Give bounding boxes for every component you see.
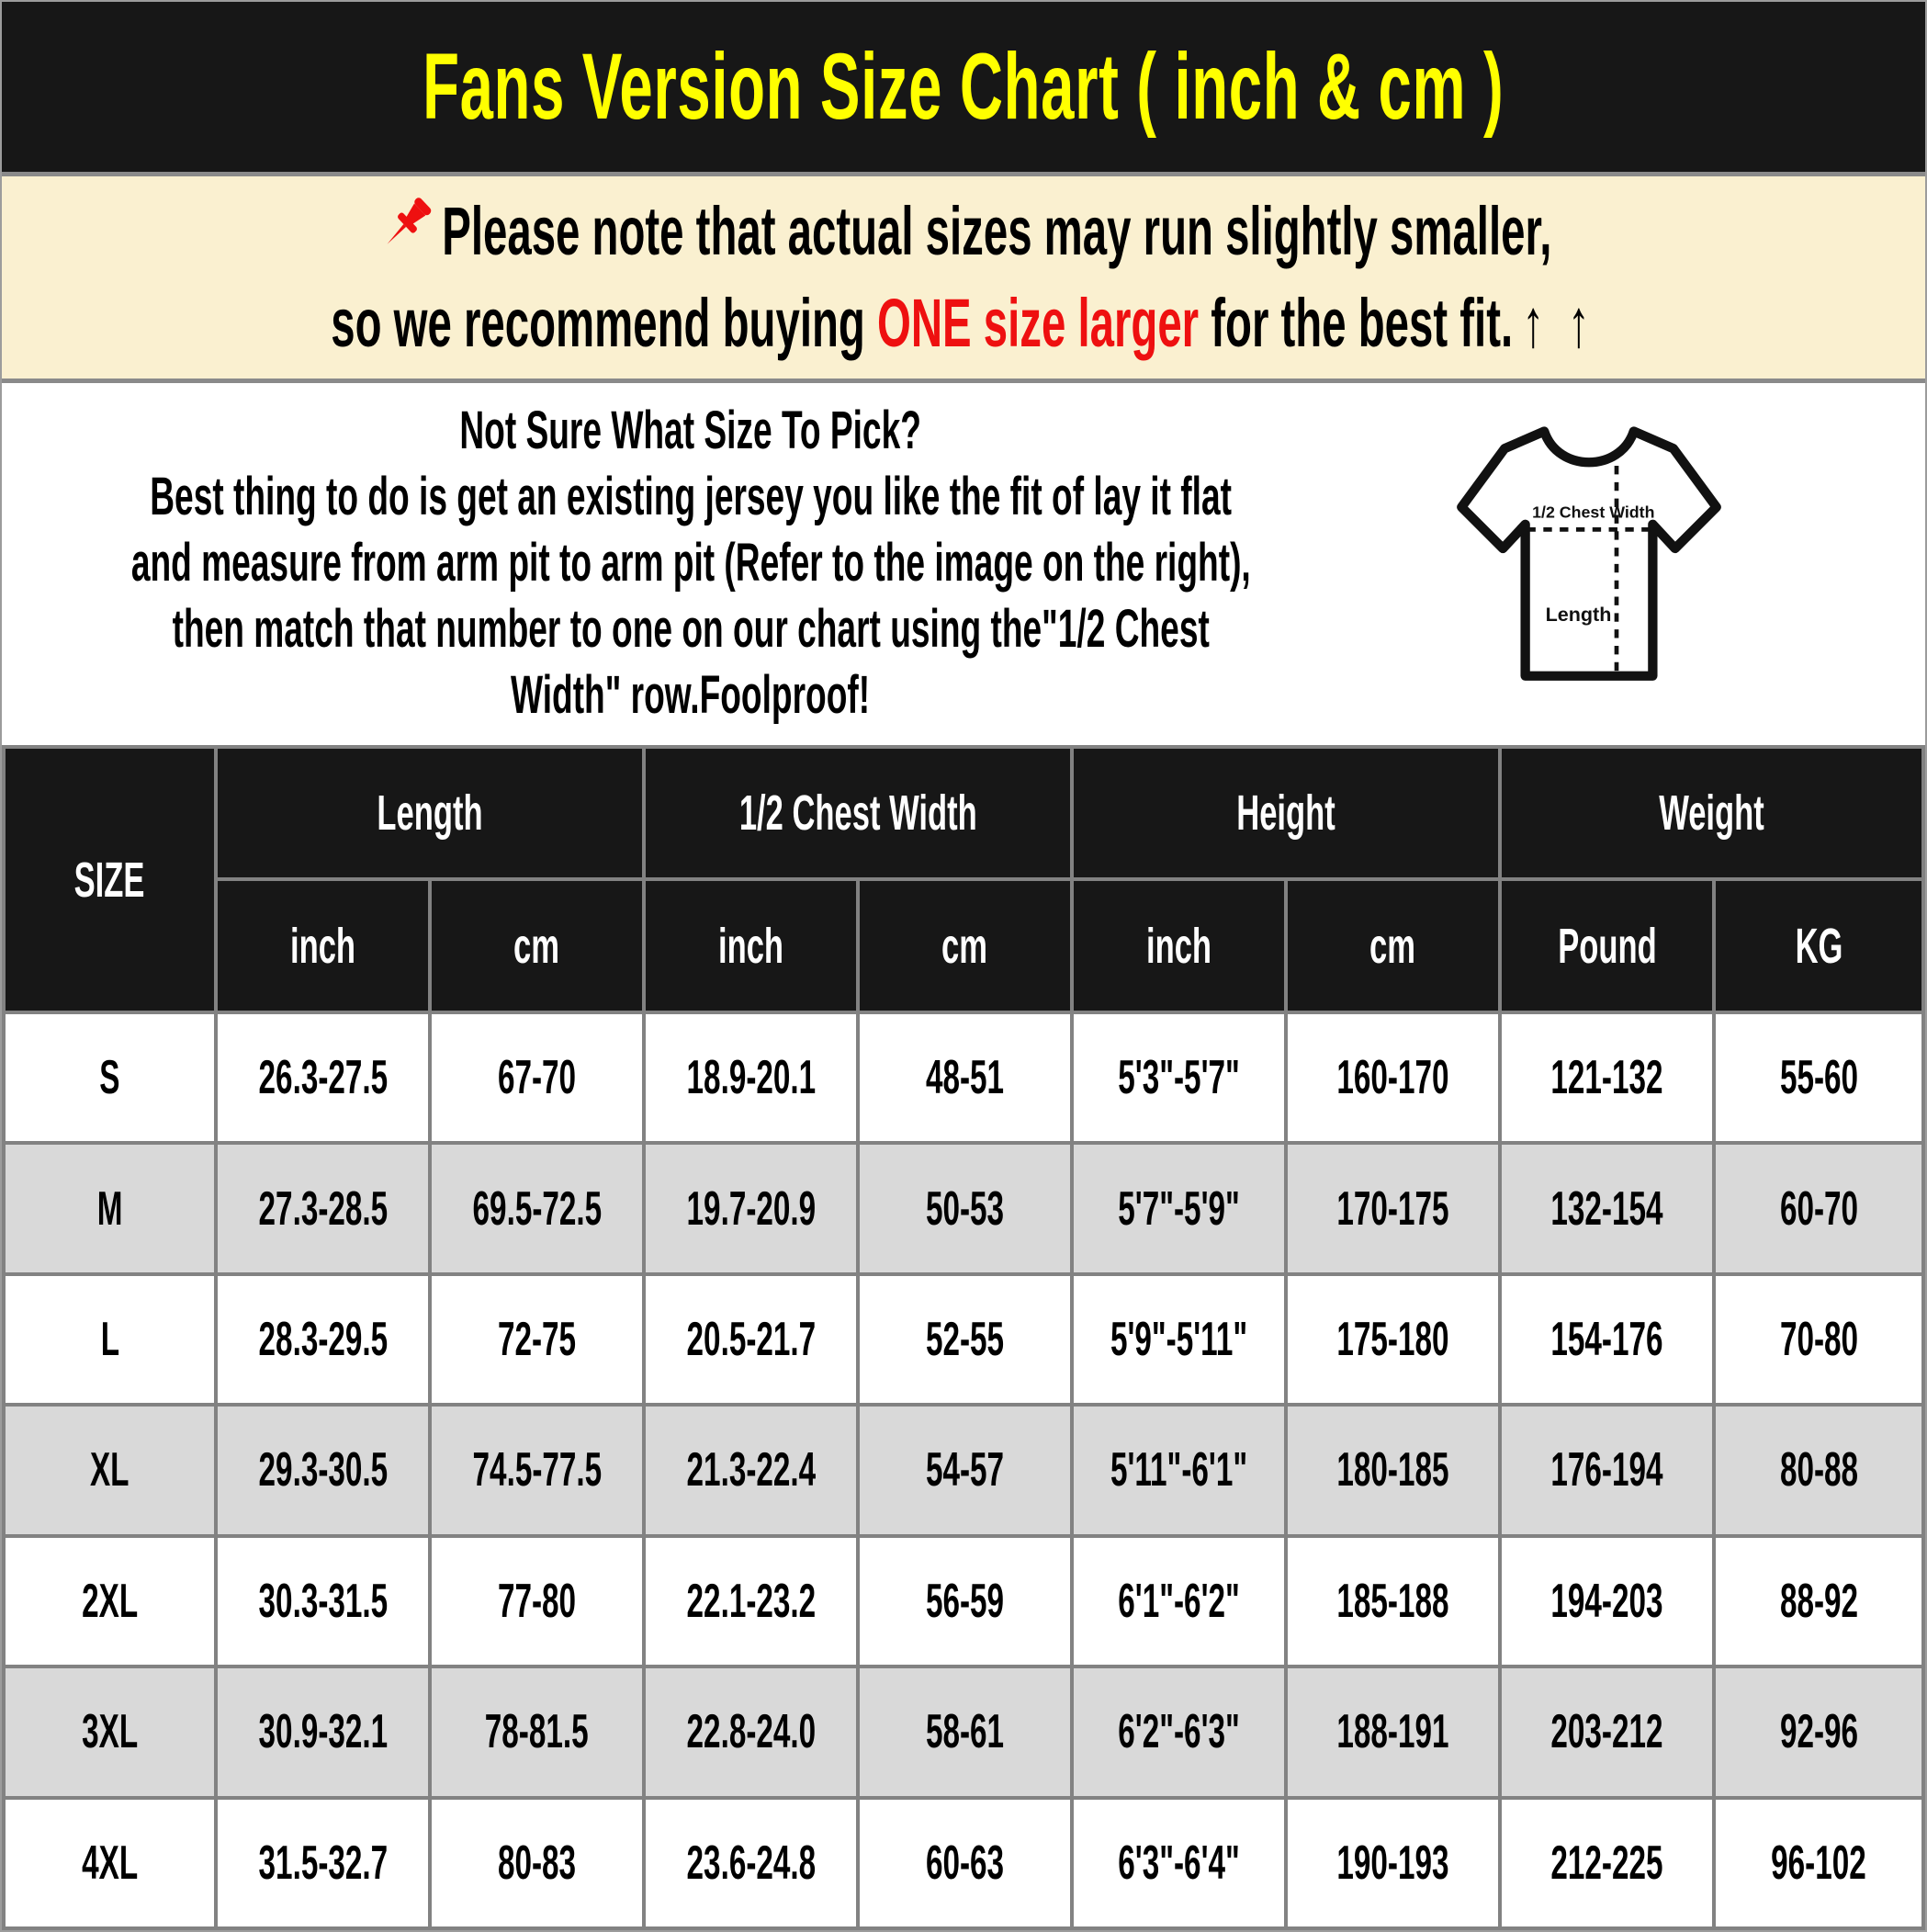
length-group-header: Length <box>216 747 644 879</box>
table-row-m: M 27.3-28.5 69.5-72.5 19.7-20.9 50-53 5'7"-5'9" 170-175 132-154 60-70 <box>4 1143 1923 1273</box>
one-size-larger-highlight: ONE size larger <box>877 285 1200 361</box>
weight-pound-header: Pound <box>1500 879 1714 1012</box>
sizing-guide-section <box>2 383 1925 745</box>
size-label: 2XL <box>4 1536 216 1666</box>
length-cm-header: cm <box>430 879 644 1012</box>
table-row-2xl: 2XL 30.3-31.5 77-80 22.1-23.2 56-59 6'1"-6'2" 185-188 194-203 88-92 <box>4 1536 1923 1666</box>
note-line-1 <box>2 186 1925 277</box>
note-line-2 <box>2 277 1925 369</box>
weight-group-header: Weight <box>1500 747 1923 879</box>
title-bar <box>2 2 1925 176</box>
guide-line: Width" row.Foolproof! <box>511 665 871 725</box>
chest-inch-header: inch <box>644 879 858 1012</box>
note-line-1-text: Please note that actual sizes may run slightly smaller, <box>442 193 1552 269</box>
length-inch-header: inch <box>216 879 430 1012</box>
weight-kg-header: KG <box>1714 879 1923 1012</box>
size-label: XL <box>4 1405 216 1535</box>
size-column-header: SIZE <box>4 747 216 1012</box>
sizing-guide-text <box>2 383 1380 745</box>
table-row-3xl: 3XL 30.9-32.1 78-81.5 22.8-24.0 58-61 6'2"-6'3" 188-191 203-212 92-96 <box>4 1666 1923 1797</box>
size-label: 4XL <box>4 1798 216 1928</box>
table-unit-header-row <box>4 879 1923 1012</box>
chest-width-label: 1/2 Chest Width <box>1532 503 1655 522</box>
table-row-l: L 28.3-29.5 72-75 20.5-21.7 52-55 5'9"-5'11" 175-180 154-176 70-80 <box>4 1274 1923 1405</box>
table-row-4xl: 4XL 31.5-32.7 80-83 23.6-24.8 60-63 6'3"-6'4" 190-193 212-225 96-102 <box>4 1798 1923 1928</box>
table-row-s: S 26.3-27.5 67-70 18.9-20.1 48-51 5'3"-5'7" 160-170 121-132 55-60 <box>4 1012 1923 1143</box>
size-label: S <box>4 1012 216 1143</box>
tshirt-measure-diagram <box>1380 383 1925 745</box>
page-title: Fans Version Size Chart ( inch & cm ) <box>423 34 1504 139</box>
tshirt-icon <box>1451 409 1727 716</box>
table-group-header-row <box>4 747 1923 879</box>
size-label: M <box>4 1143 216 1273</box>
guide-heading: Not Sure What Size To Pick? <box>459 401 922 460</box>
size-label: L <box>4 1274 216 1405</box>
height-inch-header: inch <box>1072 879 1286 1012</box>
guide-line: then match that number to one on our chart using the"1/2 Chest <box>172 599 1210 659</box>
guide-line: and measure from arm pit to arm pit (Refer to the image on the right), <box>130 533 1251 593</box>
guide-line: Best thing to do is get an existing jersey you like the fit of lay it flat <box>150 467 1232 526</box>
size-table <box>2 745 1925 1930</box>
note-line-2-suffix: for the best fit. <box>1199 285 1514 361</box>
chest-cm-header: cm <box>858 879 1072 1012</box>
size-label: 3XL <box>4 1666 216 1797</box>
length-label: Length <box>1545 602 1612 626</box>
note-banner <box>2 176 1925 383</box>
pushpin-icon <box>375 194 441 264</box>
chest-width-group-header: 1/2 Chest Width <box>644 747 1072 879</box>
table-row-xl: XL 29.3-30.5 74.5-77.5 21.3-22.4 54-57 5'11"-6'1" 180-185 176-194 80-88 <box>4 1405 1923 1535</box>
height-group-header: Height <box>1072 747 1500 879</box>
up-arrows: ↑ ↑ <box>1522 285 1596 361</box>
note-line-2-prefix: so we recommend buying <box>331 285 878 361</box>
height-cm-header: cm <box>1286 879 1500 1012</box>
